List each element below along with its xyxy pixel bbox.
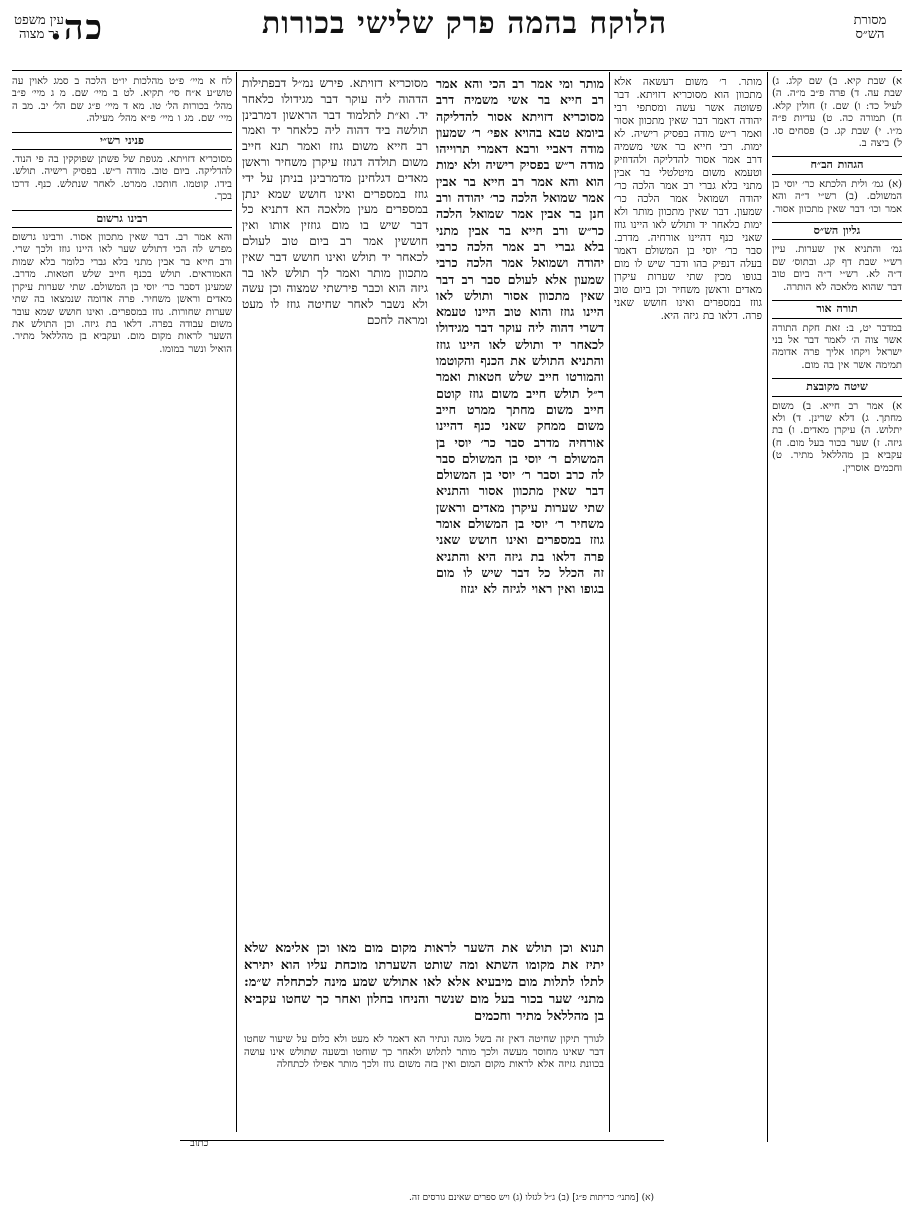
shita-heading: שיטה מקובצת [772, 378, 902, 396]
folio-number: כה. [50, 8, 105, 48]
shas-label: מסורת הש״ס [853, 13, 887, 42]
hagahot-heading: הגהות הב״ח [772, 156, 902, 174]
header-rule [12, 70, 902, 71]
rabbeinu-heading: רבינו גרשום [12, 210, 232, 228]
gilyon-heading: גליון הש״ס [772, 222, 902, 240]
left-margin-column [12, 76, 232, 1136]
divider [609, 72, 610, 1132]
footnote: (א) [מתני׳ כריתות פ״ג] (ב) ג״ל לגזלו (ג) ויש ספרים שאינם גורסים זה. [409, 1193, 654, 1203]
rashi-text: מותר. ר׳ משום דעשאה אלא מתכוון הוא מסוכריא דזויתא. דבר פשוטה אשר עשה ומסתפי רבי יהודה דאמר דבר שאין מתכוון אסור ואמר ר״ש מודה בפסיק רישיה. לא ימות. רבי חייא בר אשי משמיה דרב אמר אסור להדליקה ולהדוזיק וטעמא משום מיטלטלי בר אבין מתני בלא גברי רב אמר הלכה כר׳ יהודה ושמואל אמר הלכה כר׳ שמעון. דבר שאין מתכוון מותר ולא ימות כלאחר יד ותולש לאו היינו גוזז שאני כנף דהיינו אורחיה. מדרב. סבר כר׳ יוסי בן המשולם דאמר בעלה דנפיק בהו ודבר שיש לו מום בגופו מכין שתי שערות עיקרן מאדים וראשן משחיר וכן ביום טוב גוזז במספרים ואינו חושש שאני פרה. דלאו בת גיזה היא. [614, 76, 762, 322]
rashi-column [614, 76, 762, 1136]
gemara-bottom-text: תנוא וכן תולש את השער לראות מקום מום מאו וכן אלימא שלא יתיז את מקומו השתא ומה שותט השערתו מוכחת עליו הוא יתירא לתלו לתלות מום מיבעיא אלא לאו אתולש שמע מינה לכתחלה ש״מ: מתני׳ שער בכור בעל מום שנשר והניחו בחלון ואחר כך שחטו עקביא בן מהללאל מתיר וחכמים [244, 941, 604, 1024]
gemara-right-text: מותר ומי אמר רב הכי והא אמר רב חייא בר אשי משמיה דרב מסוכריא דזויתא אסור להדליקה ביומא טבא בהויא אפי׳ ר׳ שמעון מודה דאביי ורבא דאמרי תרוייהו מודה ר״ש בפסיק רישיה ולא ימות הוא והא אמר רב חייא בר אבין אמר שמואל הלכה כר׳ יהודה ורב חנן בר אבין אמר שמואל הלכה כר״ש ורב חייא בר אבין מתני בלא גברי רב אמר הלכה כרבי יהודה ושמואל אמר הלכה כרבי שמעון אלא לעולם סבר רב דבר שאין מתכוון אסור ותולש לאו היינו גוזז והוא טוב היינו טעמא דשרי דהוה ליה עוקר דבר מגידולו לכאחר יד ותולש לאו היינו גוזז והתניא התולש את הכנף והקוטמו והמורטו חייב שלש חטאות ואמר ר״ל תולש חייב משום גוזז קוטם חייב משום מחתך ממרט חייב משום ממחק שאני כנף דהיינו אורחיה מדרב סבר כר׳ יוסי בן המשולם ר׳ יוסי בן המשולם סבר לה כרב וסבר ר׳ יוסי בן המשולם דבר שאין מתכוון אסור והתניא שתי שערות עיקרן מאדים וראשן משחיר ר׳ יוסי בן המשולם אומר גוזז במספרים ואינו חושש שאני פרה דלאו בת גיזה היא והתניא זה הכלל כל דבר שיש לו מום בגופו ואין ראוי לגיזה לא יגזוז [436, 76, 604, 597]
footer-rule [180, 1140, 664, 1141]
gilyon-text: גמ׳ והתניא אין שערות. עיין רש״י שבת דף קג. ובתוס׳ שם ד״ה לא. רש״י ד״ה ביום טוב דבר שהוא מלאכה לא הותרה. [772, 244, 902, 293]
rabbeinu-text: והא אמר רב. דבר שאין מתכוון אסור. ורבינו גרשום מפרש לה הכי דתולש שער לאו היינו גוזז ולכך שרי. ורב חייא בר אבין מתני בלא גברי כלומר בלא שמות האמוראים. תולש בכנף חייב שלש חטאות. מדרב. שמעינן דסבר כר׳ יוסי בן המשולם. שתי שערות עיקרן מאדים וראשן משחיר. פרה אדומה שנמצאו בה שתי שערות שחורות. גוזז במספרים. ואינו חושש שמא עובר משום עבודה בפרה. דלאו בת גיזה. וכן התולש את השער לראות מקום מום. ועקביא בן מהללאל מתיר. הואיל ונשר במומו. [12, 232, 232, 355]
running-title: הלוקח בהמה פרק שלישי בכורות [262, 6, 668, 41]
rashi-bottom-block [244, 1034, 604, 1134]
gemara-bottom-block [244, 940, 604, 1030]
divider [236, 72, 237, 1132]
torah-or-heading: תורה אור [772, 300, 902, 318]
gemara-left-block [242, 76, 428, 936]
right-margin-column [772, 76, 902, 1136]
gemara-right-block [436, 76, 604, 936]
ein-mishpat-label: עין משפט נר מצוה [14, 13, 64, 42]
divider [767, 72, 768, 1142]
torah-or-text: במדבר יט, ב: זאת חקת התורה אשר צוה ה׳ לאמר דבר אל בני ישראל ויקחו אליך פרה אדומה תמימה אשר אין בה מום. [772, 322, 902, 371]
shas-text: א) שבת קיא. ב) שם קלג. ג) שבת עה. ד) פרה פ״ב מ״ה. ה) לעיל כד: ו) שם. ז) חולין קלא. ח) תמורה כה. ט) עדיות פ״ה מ״ו. י) שבת קג. כ) פסחים סו. ל) ביצה ב. [772, 76, 902, 150]
penei-heading: פניני רש״י [12, 132, 232, 150]
ein-mishpat-text: לח א מיי׳ פ״ט מהלכות יו״ט הלכה ב סמג לאוין עה טוש״ע א״ח סי׳ תקיא. לט ב מיי׳ שם. מ ג מיי׳ פ״ב מהל׳ בכורות הל׳ טו. מא ד מיי׳ פ״ג שם הל׳ יב. מב ה מיי׳ שם. מג ו מיי׳ פ״א מהל׳ מעילה. [12, 76, 232, 125]
page-header [12, 6, 902, 68]
hagahot-text: (א) גמ׳ ולית הלכתא כר׳ יוסי בן המשולם. (ב) רש״י ד״ה והא אמר וכו׳ דבר שאין מתכוון אסור. [772, 178, 902, 215]
rashi-bottom-text: לגורך תיקון שחיטה דאין זה בשל מוגה ונתיר הא דאמר לא מעט ולא כלום על שיעור שחטו דבר שאינו מחוסר מעשה ולכך מותר לתלוש ולאחר כך שוחטו ובשעה שתולש אינו עושה בכוונת גזיזה אלא לראות מקום המום ואין בזה משום גוזז ולכך מותר אפילו לכתחלה [244, 1034, 604, 1071]
penei-text: מסוכריא דזויתא. מגופת של פשתן שפוקקין בה פי הנוד. להדליקה. ביום טוב. מודה ר״ש. בפסיק רישיה. תולש. בידו. קוטמו. חותכו. ממרט. לאחר שנתלש. כנף. דרכו בכך. [12, 154, 232, 203]
gemara-left-text: מסוכריא דזויתא. פירש נמ״ל דבפתילות הדהוה ליה עוקר דבר מגידולו כלאחר יד. וא״ת לתלמוד דבר הראשון דמרבינן תולשה ביד דהוה ליה כלאחר יד ואמר רב חייא משום גוזז ואמר תנא חייב משום תולדה דגוזז עיקרן משחיר וראשן מאדים דגלחינן מדמרבינן בניתן על ידי גוזז במספרים ואינו חושש שמא ינתן במספרים מעין מלאכה הא דתניא כל דבר שיש בו מום גוזזין אותו ואין חוששין אמר רב ביום טוב לעולם לכאחר יד תולש ואינו חושש דבר שאין מתכוון מותר ואמר לך תולש לאו בר גיזה הוא וכבר פירשתי שמצוה וכן עשה ולא נשבר לאחר שחיטה גוזז לו מעט ומראה לחכם [242, 76, 428, 327]
shita-text: א) אמר רב חייא. ב) משום מחתך. ג) דלא שרינן. ד) ולא יתלוש. ה) עיקרן מאדים. ו) בת גיזה. ז) שער בכור בעל מום. ח) עקביא בן מהללאל מתיר. ט) וחכמים אוסרין. [772, 400, 902, 474]
ctav-label: כתוב [190, 1138, 209, 1149]
